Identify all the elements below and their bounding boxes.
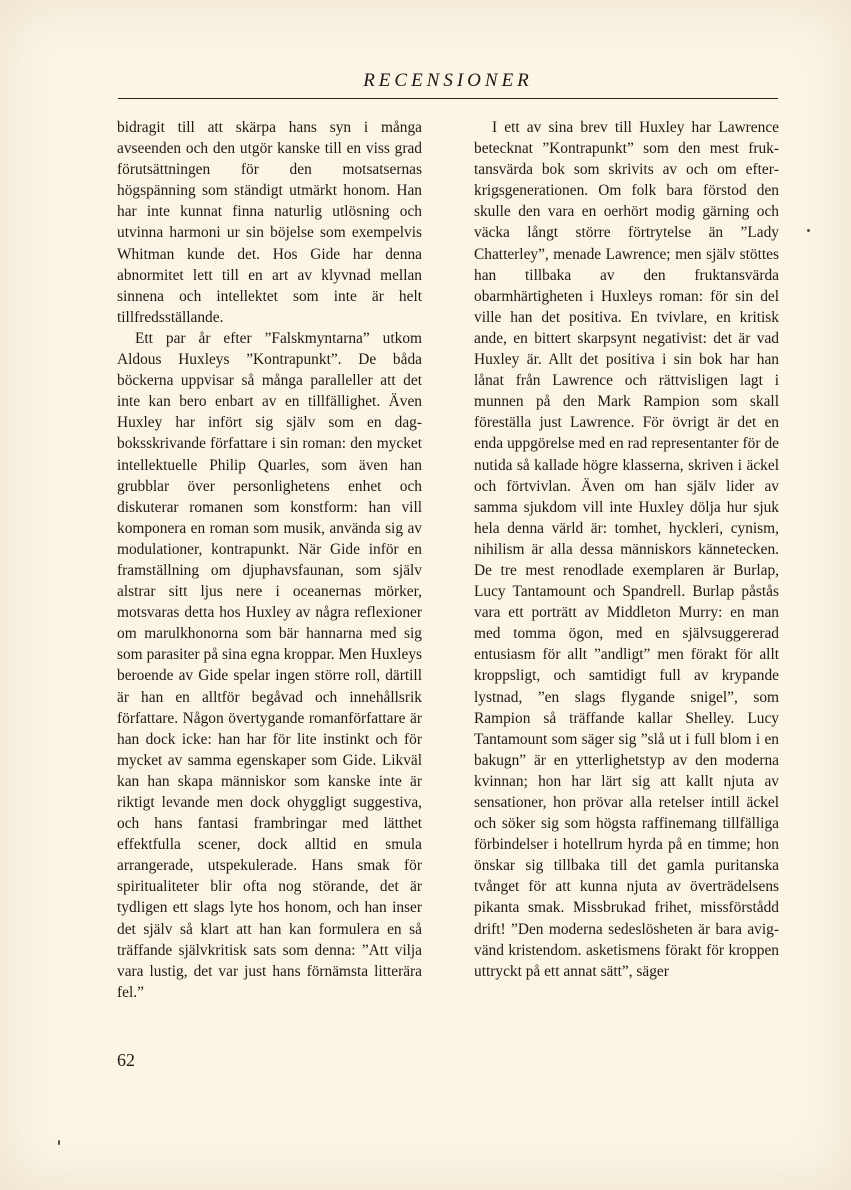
page-number: 62 (117, 1050, 135, 1070)
paper-speck (58, 1140, 60, 1145)
right-column (474, 117, 779, 982)
paragraph: Ett par år efter ”Falskmyntarna” utkom Aldous Huxleys ”Kontrapunkt”. De båda böckerna uppvisar så många paralleller att det inte kan bero enbart av en tillfällighet. Även Huxley har infört sig själv som en dagboksskrivande författare i sin roman: den mycket intellektuelle Philip Quarles, som även han grubblar över personlighetens enhet och diskuterar romanen som konstform: han vill komponera en roman som musik, använda sig av modulationer, kontrapunkt. När Gide inför en framställning om djuphavsfaunan, som själv alstrar sitt ljus nere i oceanernas mörker, motsvaras detta hos Huxley av några reflexioner om marulkhonorna som bär hannarna med sig som parasiter på sina egna kroppar. Men Huxleys beroende av Gide spelar ingen större roll, därtill är han en alltför begåvad och innehållsrik författare. Någon övertygande romanförfattare är han dock icke: han har för lite instinkt och för mycket av samma egenskaper som Gide. Likväl kan han skapa människor som kanske inte är riktigt levande men dock ohyggligt suggestiva, och hans fantasi frambringar med lätthet effektfulla scener, dock alltid en smula arrangerade, utspekulerade. Hans smak för spiritualiteter blir ofta nog störande, det är tydligen ett slags lyte hos honom, och han inser det själv så klart att han kan formulera en så träffande självkritisk sats som denna: ”Att vilja vara lustig, det var just hans förnämsta litterära fel.” (117, 329, 422, 1001)
header-rule (118, 98, 778, 99)
section-header: RECENSIONER (363, 70, 533, 91)
paper-speck (807, 229, 810, 232)
paragraph: I ett av sina brev till Huxley har Lawrence betecknat ”Kontrapunkt” som den mest fruktansvärda bok som skrivits av och om efterkrigsgenerationen. Om folk bara förstod den skulle den vara en oerhört modig gärning och väcka långt större förtrytelse än ”Lady Chatterley”, menade Lawrence; men själv stöttes han tillbaka av den fruktansvärda obarmhärtigheten i Huxleys roman: för sin del ville han det positiva. En tvivlare, en kritisk ande, en bittert skarpsynt negativist: det är vad Huxley är. Allt det positiva i sin bok har han lånat från Lawrence och rättvisligen lagt i munnen på den Mark Rampion som skall föreställa just Lawrence. För övrigt är det en enda uppgörelse med en rad representanter för de nutida så kallade högre klasserna, skriven i äckel och förtvivlan. Även om han själv lider av samma sjukdom vill inte Huxley dölja hur sjuk hela denna värld är: tomhet, hyckleri, cynism, nihilism är alla dessa människors kännetecken. De tre mest renodlade exemplaren är Burlap, Lucy Tantamount och Spandrell. Burlap påstås vara ett porträtt av Middleton Murry: en man med tomma ögon, med en självsuggererad entusiasm för allt ”andligt” men förakt för allt kroppsligt, och samtidigt full av krypande lystnad, ”en slags flygande snigel”, som Rampion så träffande kallar Shelley. Lucy Tantamount som säger sig ”slå ut i full blom i en bakugn” är en ytterlighetstyp av den moderna kvinnan; hon har lärt sig att kallt njuta av sensationer, hon prövar alla retelser intill äckel och söker sig som högsta raffinemang tillfälliga förbindelser i hotellrum hyrda på en timme; hon önskar sig tillbaka till det gamla puritanska tvånget för att kunna njuta av överträdelsens pikanta smak. Missbrukad frihet, missförstådd drift! ”Den moderna sedeslösheten är bara avigvänd kristendom. asketismens förakt för kroppen uttryckt på ett annat sätt”, säger (474, 119, 779, 980)
left-column (117, 117, 422, 1003)
paragraph: bidragit till att skärpa hans syn i många avseenden och den utgör kanske till en viss grad förutsättningen för den motsatsernas högspänning som ständigt utmärkt honom. Han har inte kunnat finna naturlig utlösning och utvinna harmoni ur sin böjelse som exempelvis Whitman kunde det. Hos Gide har denna abnormitet lett till en art av klyvnad mellan sinnena och intellektet som inte är helt tillfredsställande. (117, 119, 422, 326)
